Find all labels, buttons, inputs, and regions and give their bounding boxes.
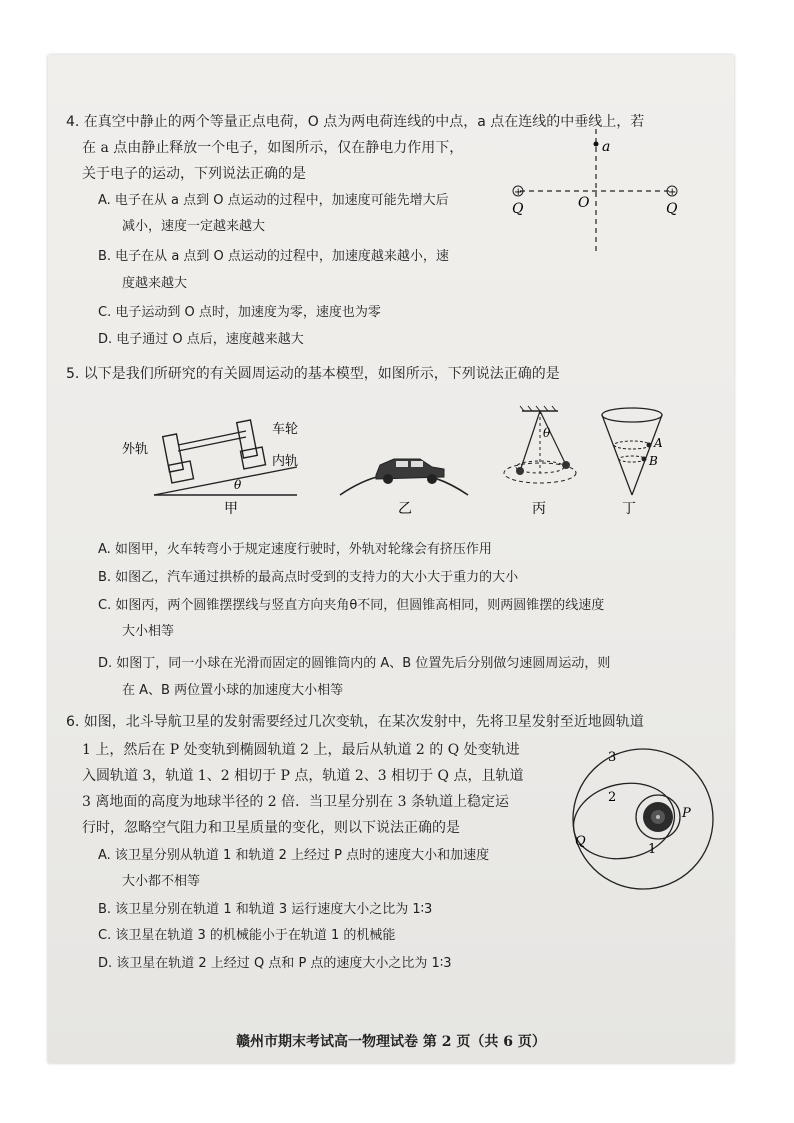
q4-label-Q-right: Q	[666, 201, 678, 217]
q5-fig-jia	[122, 420, 298, 517]
q5-caption-yi: 乙	[398, 501, 412, 517]
q4-label-O: O	[578, 195, 590, 211]
q6-label-orbit-1: 1	[648, 842, 657, 857]
q4-stem-line2: 在 a 点由静止释放一个电子，如图所示，仅在静电力作用下，	[82, 140, 464, 156]
q5-models-figure	[122, 403, 702, 518]
q6-option-d: D. 该卫星在轨道 2 上经过 Q 点和 P 点的速度大小之比为 1∶3	[98, 956, 452, 971]
q4-option-d: D. 电子通过 O 点后，速度越来越大	[98, 332, 304, 347]
exam-page	[48, 55, 734, 1063]
q5-caption-bing: 丙	[532, 501, 546, 517]
q5-option-c-line2: 大小相等	[122, 624, 175, 639]
q6-label-orbit-2: 2	[608, 790, 617, 805]
q4-option-b-line2: 度越来越大	[122, 276, 188, 291]
q5-option-d-line1: D. 如图丁，同一小球在光滑而固定的圆锥筒内的 A、B 位置先后分别做匀速圆周运动，则	[98, 656, 611, 671]
q4-option-a-line1: A. 电子在从 a 点到 O 点运动的过程中，加速度可能先增大后	[98, 193, 449, 208]
q4-stem-line1: 4. 在真空中静止的两个等量正点电荷，O 点为两电荷连线的中点，a 点在连线的中垂线上，若	[66, 114, 645, 130]
q6-stem-line5: 行时，忽略空气阻力和卫星质量的变化，则以下说法正确的是	[82, 820, 460, 836]
q4-plus-right: +	[668, 187, 677, 198]
q5-label-B: B	[649, 454, 658, 468]
q5-label-A: A	[654, 436, 663, 450]
q4-plus-left: +	[514, 187, 523, 198]
q6-stem-line4: 3 离地面的高度为地球半径的 2 倍．当卫星分别在 3 条轨道上稳定运	[82, 794, 509, 810]
q6-option-c: C. 该卫星在轨道 3 的机械能小于在轨道 1 的机械能	[98, 928, 396, 943]
q4-label-Q-left: Q	[512, 201, 524, 217]
q5-fig-bing	[504, 406, 576, 517]
q5-option-c-line1: C. 如图丙，两个圆锥摆摆线与竖直方向夹角θ不同，但圆锥高相同，则两圆锥摆的线速度	[98, 598, 605, 613]
q5-option-a: A. 如图甲，火车转弯小于规定速度行驶时，外轨对轮缘会有挤压作用	[98, 542, 492, 557]
q5-label-theta-bing: θ	[543, 426, 551, 440]
q6-stem-line2: 1 上，然后在 P 处变轨到椭圆轨道 2 上，最后从轨道 2 的 Q 处变轨进	[82, 742, 520, 758]
q4-option-c: C. 电子运动到 O 点时，加速度为零，速度也为零	[98, 305, 381, 320]
q4-label-a: a	[602, 139, 611, 155]
q5-option-d-line2: 在 A、B 两位置小球的加速度大小相等	[122, 683, 344, 698]
q5-caption-jia: 甲	[224, 501, 238, 517]
q6-option-a-line2: 大小都不相等	[122, 874, 201, 889]
q6-option-b: B. 该卫星分别在轨道 1 和轨道 3 运行速度大小之比为 1∶3	[98, 902, 433, 917]
q4-option-b-line1: B. 电子在从 a 点到 O 点运动的过程中，加速度越来越小，速	[98, 249, 449, 264]
q5-label-theta: θ	[234, 478, 242, 492]
q6-label-Q: Q	[575, 834, 586, 849]
q6-option-a-line1: A. 该卫星分别从轨道 1 和轨道 2 上经过 P 点时的速度大小和加速度	[98, 848, 490, 863]
q5-stem: 5. 以下是我们所研究的有关圆周运动的基本模型，如图所示，下列说法正确的是	[66, 366, 560, 382]
q4-charge-figure	[506, 125, 686, 255]
q5-fig-yi	[340, 459, 468, 517]
q5-caption-ding: 丁	[622, 501, 636, 517]
q5-label-inner-rail: 内轨	[272, 454, 299, 469]
q5-label-outer-rail: 外轨	[122, 442, 149, 457]
q4-stem-line3: 关于电子的运动，下列说法正确的是	[82, 166, 306, 182]
q5-label-wheel: 车轮	[272, 422, 299, 437]
q6-label-orbit-3: 3	[608, 750, 617, 765]
q6-stem-line3: 入圆轨道 3，轨道 1、2 相切于 P 点，轨道 2、3 相切于 Q 点，且轨道	[82, 768, 524, 784]
page-footer: 赣州市期末考试高一物理试卷 第 2 页（共 6 页）	[236, 1034, 546, 1050]
q6-orbit-figure	[568, 745, 718, 893]
q5-fig-ding	[602, 408, 663, 517]
q6-label-P: P	[682, 806, 691, 821]
q6-stem-line1: 6. 如图，北斗导航卫星的发射需要经过几次变轨，在某次发射中，先将卫星发射至近地圆轨道	[66, 714, 644, 730]
q5-option-b: B. 如图乙，汽车通过拱桥的最高点时受到的支持力的大小大于重力的大小	[98, 570, 519, 585]
q4-option-a-line2: 减小，速度一定越来越大	[122, 219, 266, 234]
